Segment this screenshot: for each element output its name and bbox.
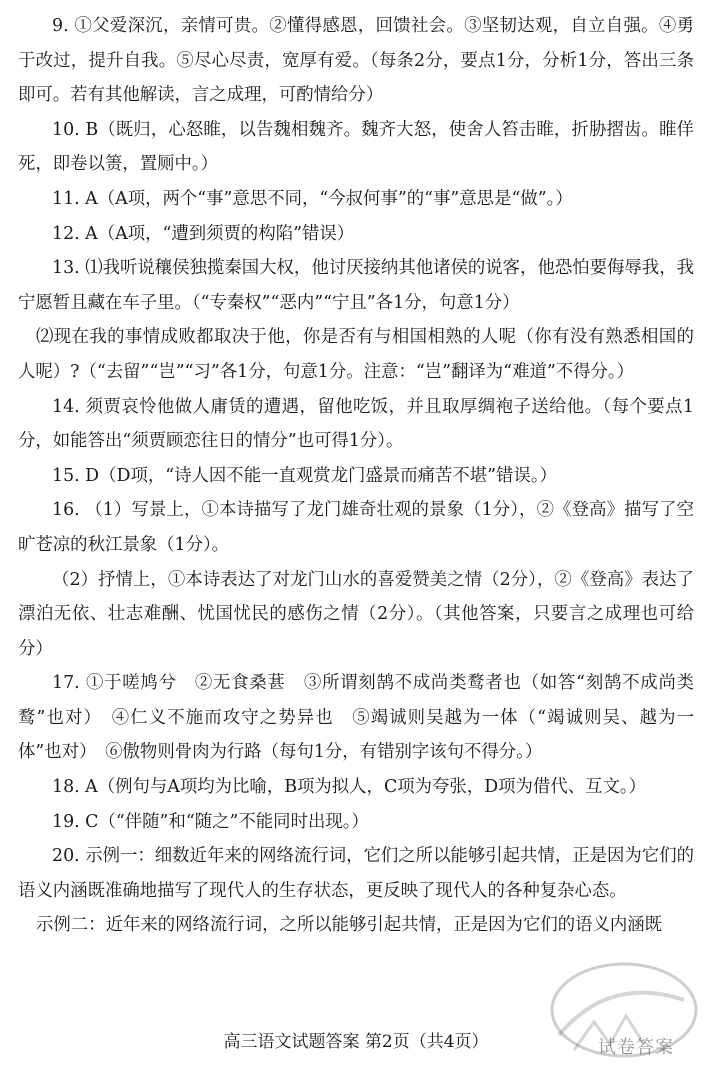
answer-18: 18. A（例句与A项均为比喻，B项为拟人，C项为夸张，D项为借代、互文。）	[52, 777, 646, 798]
answer-15: 15. D（D项，“诗人因不能一直观赏龙门盛景而痛苦不堪”错误。）	[52, 465, 557, 486]
answer-12: 12. A（A项，“遭到须贾的构陷”错误）	[52, 223, 355, 244]
answer-16-2: （2）抒情上，①本诗表达了对龙门山水的喜爱赞美之情（2分），②《登高》表达了漂泊无依、壮志难酬、忧国忧民的感伤之情（2分）。（其他答案，只要言之成理也可给分）	[18, 569, 694, 659]
answer-19: 19. C（“伴随”和“随之”不能同时出现。）	[52, 811, 369, 832]
page-footer: 高三语文试题答案 第2页（共4页）	[223, 1032, 489, 1052]
answer-14: 14. 须贾哀怜他做人庸赁的遭遇，留他吃饭，并且取厚绸袍子送给他。（每个要点1分，如能答出“须贾顾恋往日的情分”也可得1分）。	[18, 396, 694, 452]
answer-20-example-2: 示例二：近年来的网络流行词，之所以能够引起共情，正是因为它们的语义内涵既	[36, 915, 663, 936]
answer-20-example-1: 20. 示例一：细数近年来的网络流行词，它们之所以能够引起共情，正是因为它们的语义内涵既准确地描写了现代人的生存状态，更反映了现代人的各种复杂心态。	[18, 846, 694, 901]
answer-11: 11. A（A项，两个“事”意思不同，“今叔何事”的“事”意思是“做”。）	[52, 188, 573, 209]
answer-16-1: 16. （1）写景上，①本诗描写了龙门雄奇壮观的景象（1分），②《登高》描写了空旷苍凉的秋江景象（1分）。	[18, 500, 694, 555]
answer-9: 9. ①父爱深沉，亲情可贵。②懂得感恩，回馈社会。③坚韧达观，自立自强。④勇于改过，提升自我。⑤尽心尽责，宽厚有爱。（每条2分，要点1分，分析1分，答出三条即可。若有其他解读，言之成理，可酌情给分）	[18, 16, 694, 106]
answer-content	[18, 9, 694, 943]
answer-13-1: 13. ⑴我听说穰侯独揽秦国大权，他讨厌接纳其他诸侯的说客，他恐怕要侮辱我，我宁愿暂且藏在车子里。（“专秦权”“恶内”“宁且”各1分，句意1分）	[18, 258, 694, 313]
answer-13-2: ⑵现在我的事情成败都取决于他，你是否有与相国相熟的人呢（你有没有熟悉相国的人呢）?（“去留”“岂”“习”各1分，句意1分。注意：“岂”翻译为“难道”不得分。）	[18, 327, 694, 382]
answer-10: 10. B（既归，心怒睢，以告魏相魏齐。魏齐大怒，使舍人笞击睢，折胁摺齿。睢佯死，即卷以箦，置厕中。）	[18, 119, 694, 175]
watermark-text: 试卷答案	[598, 1037, 674, 1059]
answer-17: 17. ①于嗟鸠兮 ②无食桑葚 ③所谓刻鹄不成尚类鹜者也（如答“刻鹄不成尚类鹜”也对） ④仁义不施而攻守之势异也 ⑤竭诚则吴越为一体（“竭诚则吴、越为一体”也对） ⑥傲物则骨肉为行路（每句1分，有错别字该句不得分。）	[18, 673, 694, 763]
